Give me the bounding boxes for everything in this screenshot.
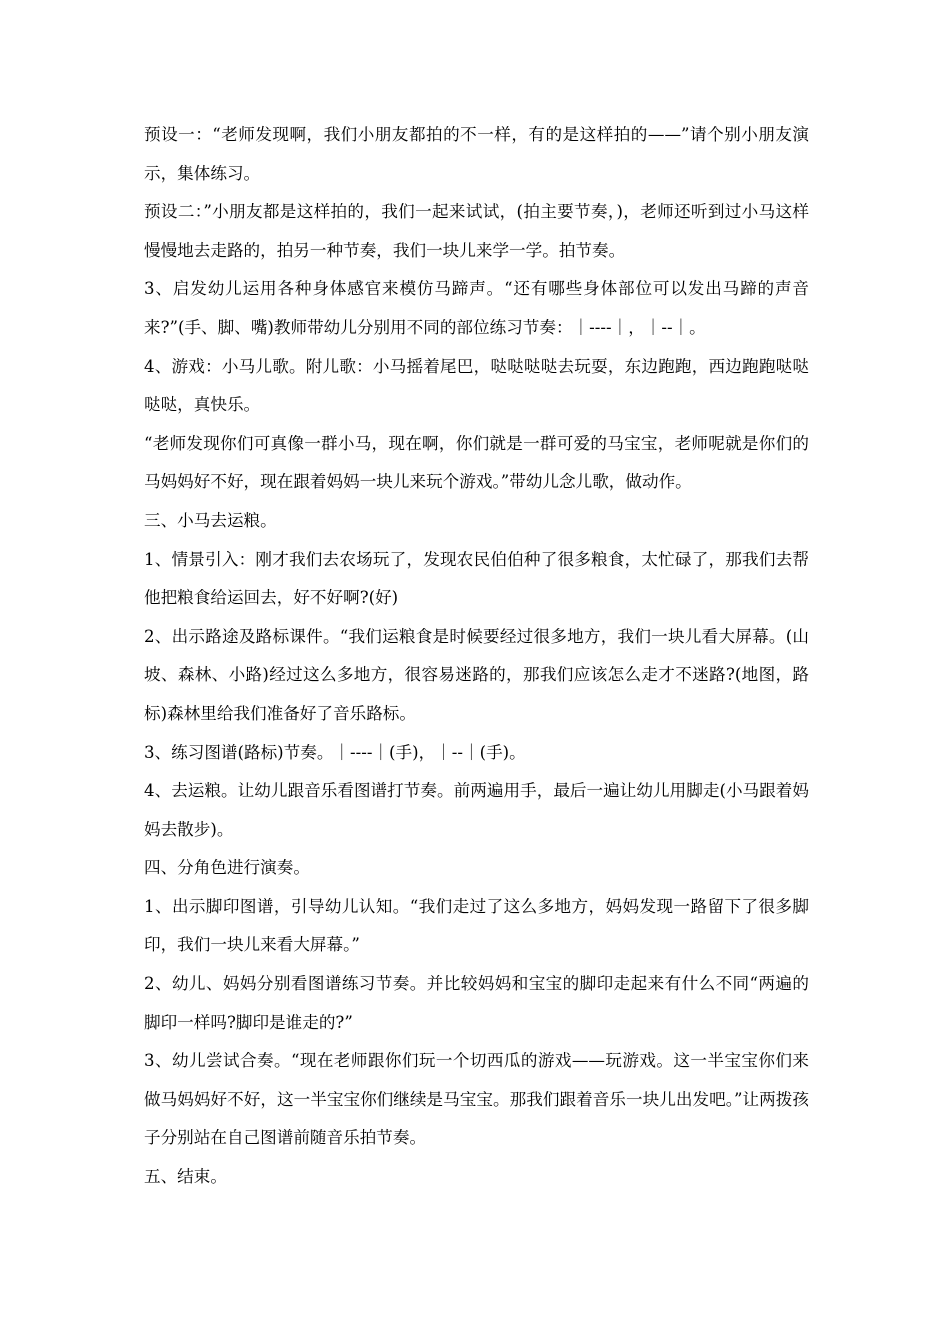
paragraph-scene-intro: 1、情景引入：刚才我们去农场玩了，发现农民伯伯种了很多粮食，太忙碌了，那我们去帮他把粮食给运回去，好不好啊?(好) [144, 549, 809, 608]
paragraph-preset-two: 预设二：”小朋友都是这样拍的，我们一起来试试，(拍主要节奏，)，老师还听到过小马这样慢慢地去走路的，拍另一种节奏，我们一块儿来学一学。拍节奏。 [144, 202, 809, 260]
paragraph-practice-rhythm: 3、练习图谱(路标)节奏。｜----｜(手)，｜--｜(手)。 [144, 742, 526, 762]
paragraph-transport-grain: 4、去运粮。让幼儿跟音乐看图谱打节奏。前两遍用手，最后一遍让幼儿用脚走(小马跟着妈妈去散步)。 [144, 781, 809, 839]
document-body [144, 116, 809, 1197]
paragraph-teacher-quote: “老师发现你们可真像一群小马，现在啊，你们就是一群可爱的马宝宝，老师呢就是你们的马妈妈好不好，现在跟着妈妈一块儿来玩个游戏。”带幼儿念儿歌，做动作。 [144, 433, 809, 492]
paragraph-step-4-game: 4、游戏：小马儿歌。附儿歌：小马摇着尾巴，哒哒哒哒去玩耍，东边跑跑，西边跑跑哒哒哒哒，真快乐。 [144, 356, 809, 415]
paragraph-compare-rhythm: 2、幼儿、妈妈分别看图谱练习节奏。并比较妈妈和宝宝的脚印走起来有什么不同“两遍的脚印一样吗?脚印是谁走的?” [144, 974, 809, 1032]
paragraph-preset-one: 预设一：“老师发现啊，我们小朋友都拍的不一样，有的是这样拍的——”请个别小朋友演示，集体练习。 [144, 125, 809, 183]
section-heading-4: 四、分角色进行演奏。 [144, 858, 310, 878]
section-heading-5: 五、结束。 [144, 1167, 227, 1187]
paragraph-footprints: 1、出示脚印图谱，引导幼儿认知。“我们走过了这么多地方，妈妈发现一路留下了很多脚印，我们一块儿来看大屏幕。” [144, 896, 809, 955]
paragraph-step-3-body-sounds: 3、启发幼儿运用各种身体感官来模仿马蹄声。“还有哪些身体部位可以发出马蹄的声音来?”(手、脚、嘴)教师带幼儿分别用不同的部位练习节奏：｜----｜，｜--｜。 [144, 279, 809, 337]
paragraph-ensemble: 3、幼儿尝试合奏。“现在老师跟你们玩一个切西瓜的游戏——玩游戏。这一半宝宝你们来做马妈妈好不好，这一半宝宝你们继续是马宝宝。那我们跟着音乐一块儿出发吧。”让两拨孩子分别站在自己图谱前随音乐拍节奏。 [144, 1051, 809, 1148]
paragraph-route-signs: 2、出示路途及路标课件。“我们运粮食是时候要经过很多地方，我们一块儿看大屏幕。(山坡、森林、小路)经过这么多地方，很容易迷路的，那我们应该怎么走才不迷路?(地图，路标)森林里给我们准备好了音乐路标。 [144, 626, 809, 723]
section-heading-3: 三、小马去运粮。 [144, 510, 277, 530]
